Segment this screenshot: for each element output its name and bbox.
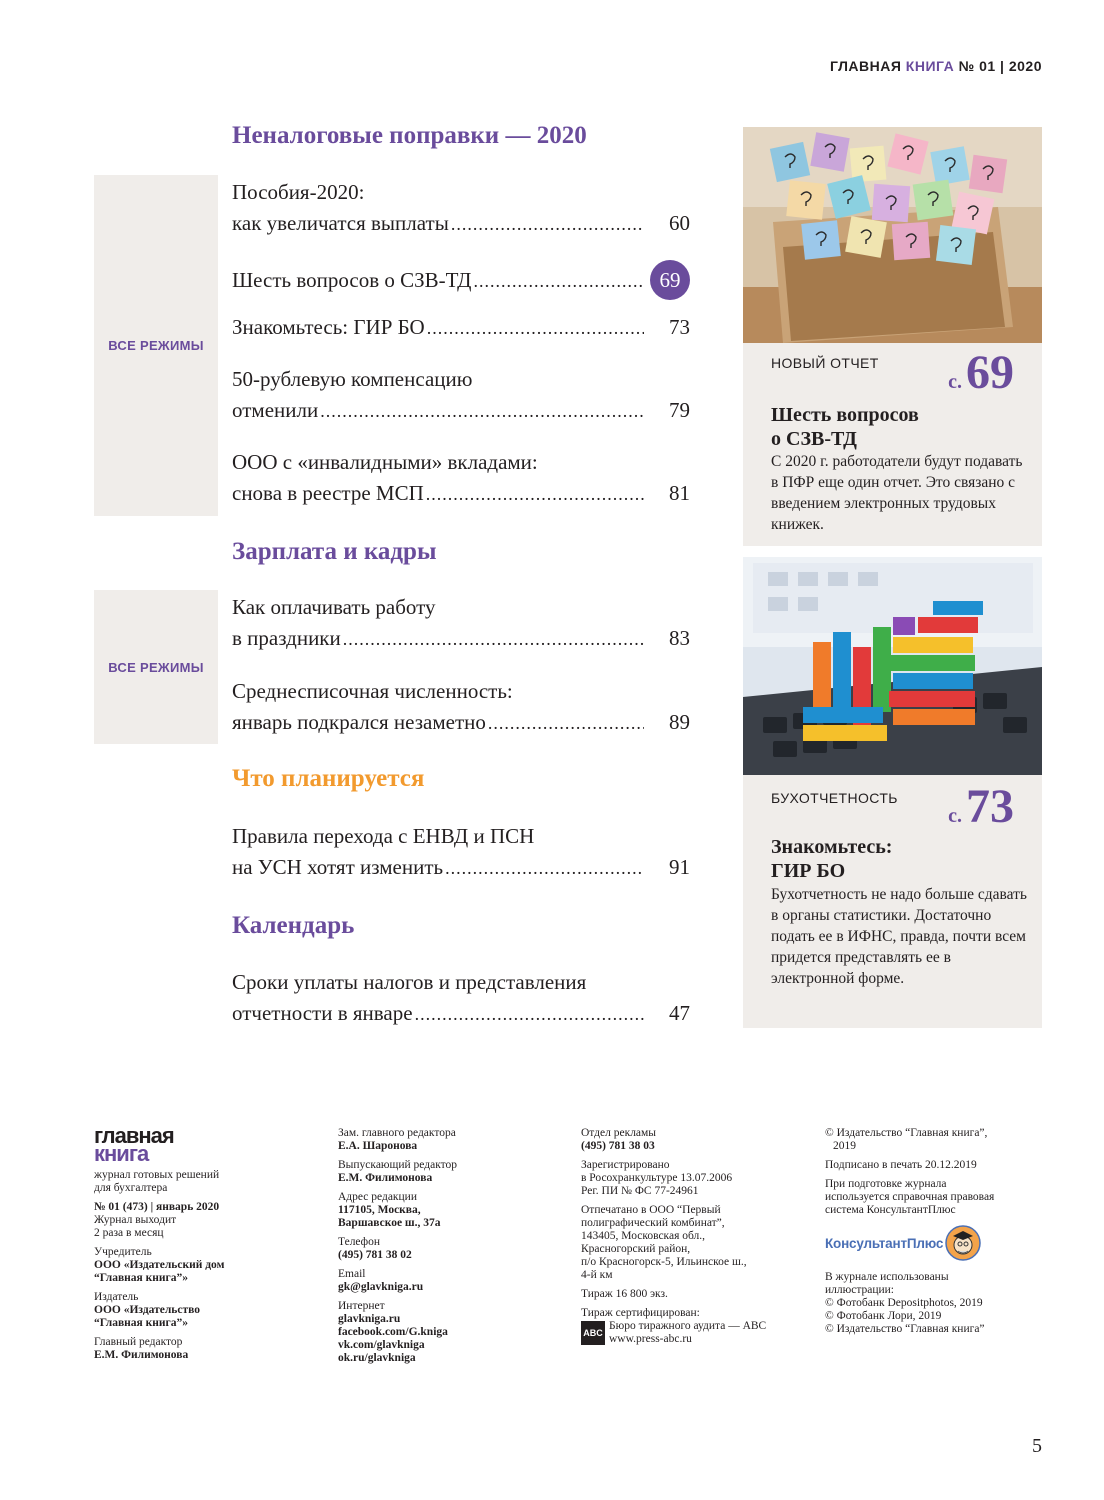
toc-page-number: 83	[669, 626, 690, 650]
toc-entry[interactable]	[232, 967, 690, 1030]
toc-entry-line: 50-рублевую компенсацию	[232, 367, 473, 391]
feature-panel-szv-td[interactable]	[743, 127, 1042, 546]
deputy: Е.А. Шаронова	[338, 1140, 418, 1152]
copyright: © Издательство “Главная книга”,	[825, 1127, 988, 1139]
toc-entry-line: Пособия-2020:	[232, 180, 365, 204]
email-label: Email	[338, 1268, 366, 1280]
signed-date: Подписано в печать 20.12.2019	[825, 1159, 977, 1171]
panel-title	[771, 403, 1031, 451]
leader-dots	[488, 708, 644, 739]
toc-entry-line: Знакомьтесь: ГИР БО	[232, 315, 425, 339]
journal-logo	[94, 1123, 294, 1166]
toc-entry[interactable]	[232, 592, 690, 655]
illustrations-note: В журнале использованы	[825, 1271, 949, 1283]
toc-entry[interactable]	[232, 676, 690, 739]
folders-on-laptop-photo	[743, 557, 1042, 775]
frequency: 2 раза в месяц	[94, 1227, 164, 1239]
toc-entry-line: Сроки уплаты налогов и представления	[232, 970, 587, 994]
facebook-link[interactable]: facebook.com/G.kniga	[338, 1326, 448, 1338]
address: Варшавское ш., 37а	[338, 1217, 441, 1229]
vk-link[interactable]: vk.com/glavkniga	[338, 1339, 425, 1351]
toc-page-number: 60	[669, 211, 690, 235]
legal-note: система КонсультантПлюс	[825, 1204, 956, 1216]
panel-title-line: Знакомьтесь:	[771, 836, 893, 858]
leader-dots	[473, 266, 644, 297]
question-notes-box-photo	[743, 127, 1042, 343]
publisher: ООО «Издательство	[94, 1304, 201, 1316]
page-prefix: с.	[948, 805, 962, 827]
printer: Отпечатано в ООО “Первый	[581, 1204, 721, 1216]
section-title-nontax: Неналоговые поправки — 2020	[232, 122, 587, 149]
printer: Красногорский район,	[581, 1243, 691, 1255]
toc-entry-line: ООО с «инвалидными» вкладами:	[232, 450, 538, 474]
release-editor: Е.М. Филимонова	[338, 1172, 433, 1184]
toc-page-number: 81	[669, 481, 690, 505]
toc-entry-line: Среднесписочная численность:	[232, 679, 513, 703]
toc-page-number: 89	[669, 710, 690, 734]
internet-label: Интернет	[338, 1300, 385, 1312]
toc-entry[interactable]	[232, 364, 690, 427]
imprint-column-3	[581, 1127, 806, 1346]
toc-entry-line: в праздники	[232, 626, 341, 650]
leader-dots	[426, 479, 644, 510]
panel-title-line: Шесть вопросов	[771, 404, 919, 426]
founder: “Главная книга”»	[94, 1272, 189, 1284]
printer: 4-й км	[581, 1269, 613, 1281]
panel-description: С 2020 г. работодатели будут подавать в ПФР еще один отчет. Это связано с введением электронных трудовых книжек.	[771, 453, 1023, 533]
consultant-plus-logo	[825, 1225, 1045, 1261]
toc-page-number-highlight: 69	[650, 260, 690, 300]
toc-page-number: 47	[669, 1001, 690, 1025]
panel-page-number: 73	[966, 780, 1014, 833]
imprint-column-2	[338, 1127, 558, 1365]
leader-dots	[415, 999, 644, 1030]
phone-label: Телефон	[338, 1236, 381, 1248]
masthead-title: ГЛАВНАЯ	[829, 58, 906, 74]
section-title-calendar: Календарь	[232, 912, 355, 939]
imprint-column-4	[825, 1127, 1045, 1336]
page-number: 5	[1032, 1435, 1042, 1457]
panel-page-ref	[948, 779, 1014, 834]
toc-entry[interactable]	[232, 260, 690, 300]
panel-kicker: НОВЫЙ ОТЧЕТ	[771, 355, 879, 371]
toc-entry-line: отчетности в январе	[232, 1001, 413, 1025]
printer: п/о Красногорск-5, Ильинское ш.,	[581, 1256, 747, 1268]
tagline: журнал готовых решений	[94, 1169, 220, 1181]
toc-entry[interactable]	[232, 312, 690, 344]
toc-entry[interactable]	[232, 447, 690, 510]
ads-label: Отдел рекламы	[581, 1127, 657, 1139]
toc-entry-line: отменили	[232, 398, 319, 422]
panel-page-ref	[948, 345, 1014, 400]
mode-badge: ВСЕ РЕЖИМЫ	[94, 175, 218, 516]
imprint-column-1	[94, 1123, 294, 1362]
masthead-issue: № 01 | 2020	[954, 58, 1042, 74]
ads-phone: (495) 781 38 03	[581, 1140, 655, 1152]
printer: полиграфический комбинат”,	[581, 1217, 725, 1229]
leader-dots	[343, 624, 644, 655]
certification-link[interactable]: www.press-abc.ru	[609, 1333, 692, 1345]
leader-dots	[320, 396, 644, 427]
toc-entry[interactable]	[232, 821, 690, 884]
ok-link[interactable]: ok.ru/glavkniga	[338, 1352, 416, 1364]
leader-dots	[451, 209, 644, 240]
illustrations-credit: © Фотобанк Depositphotos, 2019	[825, 1297, 983, 1309]
leader-dots	[445, 853, 644, 884]
toc-entry-line: Как оплачивать работу	[232, 595, 436, 619]
certification: Бюро тиражного аудита — ABC	[609, 1320, 767, 1332]
address: 117105, Москва,	[338, 1204, 421, 1216]
mode-badge: ВСЕ РЕЖИМЫ	[94, 590, 218, 744]
masthead	[830, 58, 1042, 74]
panel-kicker: БУХОТЧЕТНОСТЬ	[771, 790, 898, 806]
section-title-payroll: Зарплата и кадры	[232, 538, 437, 565]
panel-page-number: 69	[966, 346, 1014, 399]
address-label: Адрес редакции	[338, 1191, 417, 1203]
toc-entry[interactable]	[232, 177, 690, 240]
publisher-label: Издатель	[94, 1291, 139, 1303]
circulation: Тираж 16 800 экз.	[581, 1288, 668, 1300]
illustrations-credit: © Фотобанк Лори, 2019	[825, 1310, 942, 1322]
issue-number: № 01 (473) | январь 2020	[94, 1201, 220, 1213]
printer: 143405, Московская обл.,	[581, 1230, 706, 1242]
editor-label: Главный редактор	[94, 1336, 183, 1348]
tagline: для бухгалтера	[94, 1182, 168, 1194]
release-label: Выпускающий редактор	[338, 1159, 458, 1171]
illustrations-note: иллюстрации:	[825, 1284, 895, 1296]
copyright: 2019	[833, 1140, 856, 1152]
leader-dots	[427, 313, 644, 344]
toc-entry-line: как увеличатся выплаты	[232, 211, 449, 235]
page-prefix: с.	[948, 371, 962, 393]
professor-mascot-icon	[945, 1225, 981, 1261]
legal-note: используется справочная правовая	[825, 1191, 995, 1203]
founder-label: Учредитель	[94, 1246, 152, 1258]
abc-logo-icon: ABC	[581, 1321, 605, 1345]
toc-page-number: 91	[669, 855, 690, 879]
panel-title	[771, 835, 1031, 883]
feature-panel-gir-bo[interactable]	[743, 557, 1042, 1028]
founder: ООО «Издательский дом	[94, 1259, 225, 1271]
illustrations-credit: © Издательство “Главная книга”	[825, 1323, 985, 1335]
toc-entry-line: снова в реестре МСП	[232, 481, 424, 505]
toc-entry-line: январь подкрался незаметно	[232, 710, 486, 734]
toc-entry-line: на УСН хотят изменить	[232, 855, 444, 879]
deputy-label: Зам. главного редактора	[338, 1127, 456, 1139]
panel-description: Бухотчетность не надо больше сдавать в органы статистики. Достаточно подать ее в ИФНС, правда, почти всем придется представлять ее в электронной форме.	[771, 886, 1027, 987]
phone: (495) 781 38 02	[338, 1249, 412, 1261]
website-link[interactable]: glavkniga.ru	[338, 1313, 401, 1325]
section-title-planned: Что планируется	[232, 765, 425, 792]
registration-label: Зарегистрировано	[581, 1159, 670, 1171]
publisher: “Главная книга”»	[94, 1317, 189, 1329]
masthead-title-accent: КНИГА	[905, 58, 955, 74]
frequency: Журнал выходит	[94, 1214, 177, 1226]
toc-page-number: 73	[669, 315, 690, 339]
registration: в Росохранкультуре 13.07.2006	[581, 1172, 733, 1184]
certification-label: Тираж сертифицирован:	[581, 1307, 700, 1319]
toc-entry-line: Шесть вопросов о СЗВ-ТД	[232, 267, 472, 292]
legal-note: При подготовке журнала	[825, 1178, 947, 1190]
email-link[interactable]: gk@glavkniga.ru	[338, 1281, 424, 1293]
consultant-plus-name: КонсультантПлюс	[825, 1235, 944, 1251]
toc-page-number: 79	[669, 398, 690, 422]
logo-line: книга	[94, 1141, 149, 1166]
panel-title-line: ГИР БО	[771, 860, 846, 882]
logo-line: главная	[94, 1123, 174, 1148]
editor: Е.М. Филимонова	[94, 1349, 189, 1361]
toc-entry-line: Правила перехода с ЕНВД и ПСН	[232, 824, 535, 848]
registration: Рег. ПИ № ФС 77-24961	[581, 1185, 699, 1197]
panel-title-line: о СЗВ-ТД	[771, 428, 857, 450]
